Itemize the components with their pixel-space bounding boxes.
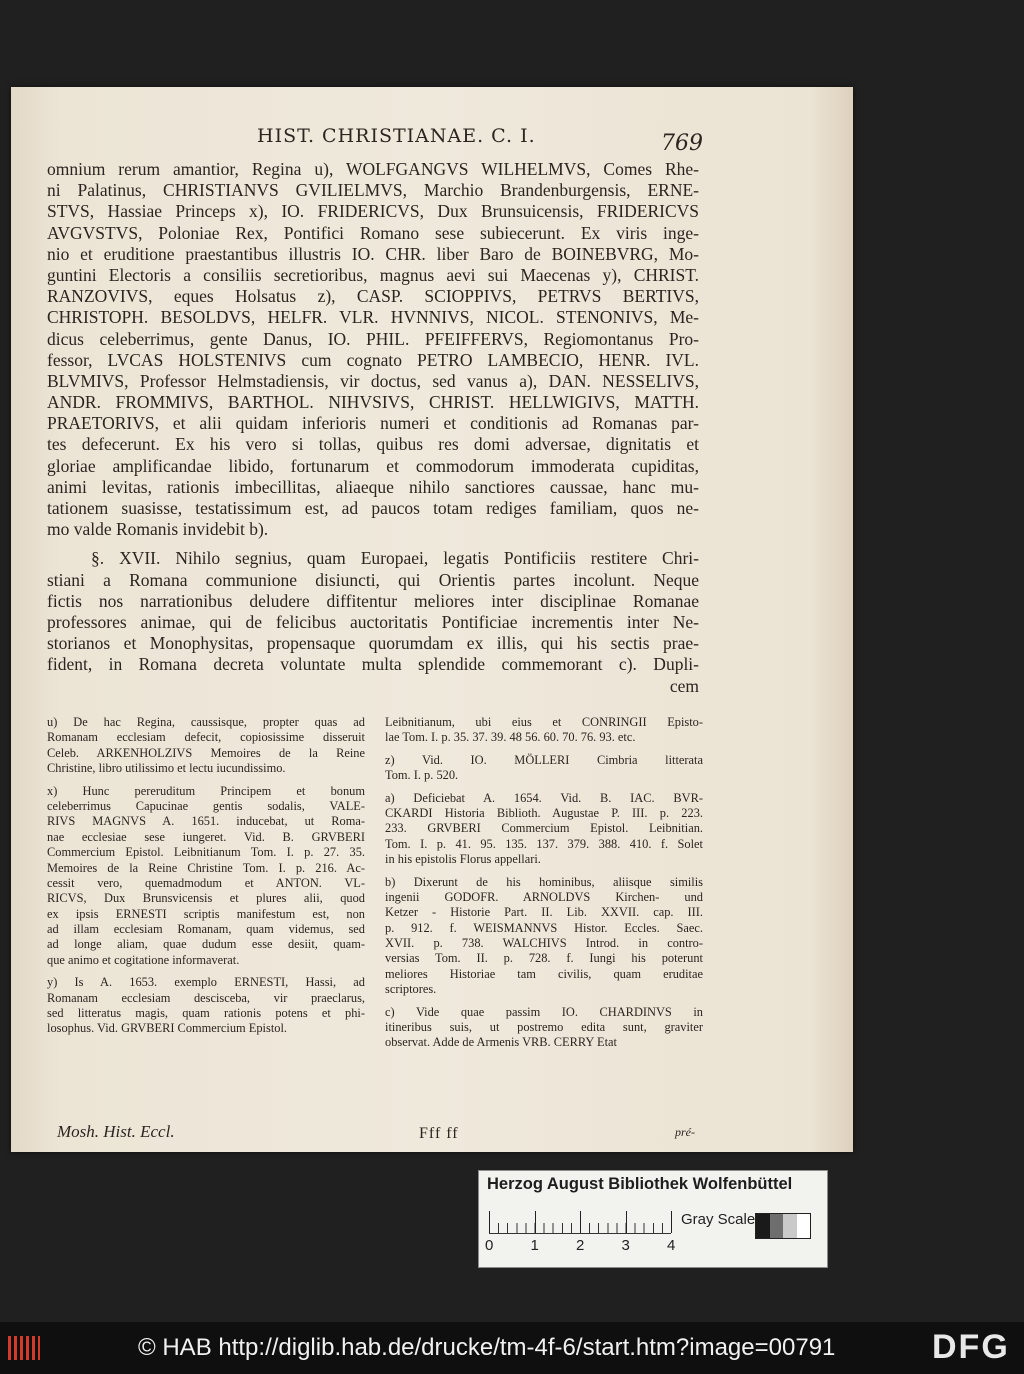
text-line: §. XVII. Nihilo segnius, quam Europaei, legatis Pontificiis restitere Chri-: [91, 548, 699, 569]
footnote-line: b) Dixerunt de his hominibus, aliisque similis: [385, 874, 703, 889]
text-line: CHRISTOPH. BESOLDVS, HELFR. VLR. HVNNIVS, NICOL. STENONIVS, Me-: [47, 307, 699, 328]
footnote-line: RICVS, Dux Brunsvicensis et plures alii, quod: [47, 891, 365, 906]
gray-swatch: [756, 1214, 770, 1238]
book-page: [11, 87, 853, 1152]
footnote-line: Tom. I. p. 41. 95. 135. 137. 379. 388. 410. f. Solet: [385, 836, 703, 851]
footnote-line: que animo et cogitatione informaverat.: [47, 952, 240, 967]
gray-swatch: [797, 1214, 811, 1238]
footnote-line: u) De hac Regina, caussisque, propter quas ad: [47, 715, 365, 729]
footnote-line: celeberrimus Capucinae gentis sodalis, VALE-: [47, 798, 365, 813]
ruler-major-tick: [535, 1211, 536, 1233]
footnote-line: y) Is A. 1653. exemplo ERNESTI, Hassi, ad: [47, 975, 365, 990]
gray-scale-label: Gray Scale: [681, 1211, 756, 1228]
footnote-line: RIVS MAGNVS A. 1651. inducebat, ut Roma-: [47, 814, 365, 829]
catchword: cem: [669, 675, 699, 696]
footnote-line: Leibnitianum, ubi eius et CONRINGII Episto-: [385, 715, 703, 729]
signature-line: Mosh. Hist. Eccl.: [57, 1122, 175, 1141]
section-paragraph: [47, 548, 699, 675]
main-paragraph: [47, 159, 699, 540]
footnote-line: Tom. I. p. 520.: [385, 768, 459, 783]
text-line: fictis nos narrationibus deludere diffitentur meliores inter disciplinae Romanae: [47, 590, 699, 611]
footnote-line: scriptores.: [385, 982, 437, 997]
footnote-line: losophus. Vid. GRVBERI Commercium Epistol.: [47, 1021, 288, 1036]
footnote-line: 233. GRVBERI Commercium Epistol. Leibnitian.: [385, 821, 703, 836]
ruler-number: 2: [576, 1237, 585, 1254]
footnote-line: cessit vero, quemadmodum et ANTON. VL-: [47, 875, 365, 890]
text-line: animi levitas, rationis imbecillitas, aliaeque nihilo sanctiores caussae, hanc mu-: [47, 476, 699, 497]
footnote-line: ad illam ecclesiam Romanam, quam videmus, sed: [47, 922, 365, 937]
text-line: RANZOVIVS, eques Holsatus z), CASP. SCIOPPIVS, PETRVS BERTIVS,: [47, 286, 699, 307]
ruler-major-tick: [580, 1211, 581, 1233]
ruler-number: 4: [667, 1237, 676, 1254]
footnote-line: nae ecclesiae sese iungeret. Vid. B. GRVBERI: [47, 829, 365, 844]
footnote-line: z) Vid. IO. MÖLLERI Cimbria litterata: [385, 752, 703, 767]
gray-scale-swatches: [755, 1213, 811, 1239]
footnote-line: c) Vide quae passim IO. CHARDINVS in: [385, 1004, 703, 1019]
footnote-column-left: [47, 715, 365, 1037]
text-line: professores animae, qui de felicibus auctoritatis Pontificiae incrementis inter Ne-: [47, 611, 699, 632]
footnote-line: CKARDI Historia Biblioth. Augustae P. III. p. 223.: [385, 805, 703, 820]
text-line: PRAETORIVS, et alii quidam inferioris numeri et conditionis ad Romanas par-: [47, 413, 699, 434]
footnote-line: meliores Historiae tam civilis, quam eruditae: [385, 966, 703, 981]
footnote-line: x) Hunc pereruditum Principem et bonum: [47, 783, 365, 798]
gray-swatch: [783, 1214, 797, 1238]
footnote-column-right: [385, 715, 703, 1051]
footnote-line: ingenii GODOFR. ARNOLDVS Kirchen- und: [385, 889, 703, 904]
footnote-line: versias Tom. II. p. 728. f. Iungi his poterunt: [385, 951, 703, 966]
dfg-logo: DFG: [932, 1328, 1010, 1366]
footnote-line: ex ipsis ERNESTI scriptis manifestum est, non: [47, 906, 365, 921]
footnote-line: itineribus suis, ut postremo edita sunt, graviter: [385, 1020, 703, 1035]
text-line: STVS, Hassiae Princeps x), IO. FRIDERICVS, Dux Brunsuicensis, FRIDERICVS: [47, 201, 699, 222]
scale-ruler: [489, 1211, 671, 1234]
footnote-line: in his epistolis Florus appellari.: [385, 852, 541, 867]
footnote-line: Romanam ecclesiam descisceba, vir praeclarus,: [47, 990, 365, 1005]
ruler-number: 1: [530, 1237, 539, 1254]
footnote-line: a) Deficiebat A. 1654. Vid. B. IAC. BVR-: [385, 790, 703, 805]
text-line: dicus celeberrimus, gente Danus, IO. PHIL. PFEIFFERVS, Regiomontanus Pro-: [47, 328, 699, 349]
footnote-line: Celeb. ARKENHOLZIVS Memoires de la Reine: [47, 745, 365, 760]
ruler-number: 0: [485, 1237, 494, 1254]
text-line: fident, in Romana decreta voluntate multa splendide commemorant c). Dupli-: [47, 654, 699, 675]
footnote-line: Memoires de la Reine Christine Tom. I. p. 216. Ac-: [47, 860, 365, 875]
ruler-major-tick: [489, 1211, 490, 1233]
text-line: BLVMIVS, Professor Helmstadiensis, vir doctus, sed vanus a), DAN. NESSELIVS,: [47, 370, 699, 391]
footnote-line: lae Tom. I. p. 35. 37. 39. 48 56. 60. 70. 76. 93. etc.: [385, 730, 636, 745]
text-line: tes defecerunt. Ex his vero si tollas, quibus res domi adversae, dignitatis et: [47, 434, 699, 455]
main-text: [47, 159, 699, 697]
running-head: HIST. CHRISTIANAE. C. I.: [257, 125, 536, 147]
gray-swatch: [770, 1214, 784, 1238]
text-line: mo valde Romanis invidebit b).: [47, 519, 269, 540]
ruler-number: 3: [621, 1237, 630, 1254]
text-line: stiani a Romana communione disiuncti, qui Orientis partes incolunt. Neque: [47, 569, 699, 590]
footnote-line: XVII. p. 738. WALCHIVS Introd. in contro-: [385, 936, 703, 951]
footnote-line: sed litteratus magis, quam rationis potens et phi-: [47, 1006, 365, 1021]
library-color-card: [478, 1170, 828, 1268]
ruler-major-tick: [626, 1211, 627, 1233]
library-name: Herzog August Bibliothek Wolfenbüttel: [487, 1175, 793, 1193]
footnote-catchword: pré-: [675, 1125, 695, 1139]
footer-bar: [0, 1322, 1024, 1374]
footnote-line: Commercium Epistol. Leibnitianum Tom. I. p. 27. 35.: [47, 845, 365, 860]
footnote-line: ad longe aliam, quae dudum esse desiit, quam-: [47, 937, 365, 952]
hab-logo-icon: [6, 1332, 42, 1364]
text-line: fessor, LVCAS HOLSTENIVS cum cognato PETRO LAMBECIO, HENR. IVL.: [47, 349, 699, 370]
text-line: ni Palatinus, CHRISTIANVS GVILIELMVS, Marchio Brandenburgensis, ERNE-: [47, 180, 699, 201]
text-line: AVGVSTVS, Poloniae Rex, Pontifici Romano sese subiecerunt. Ex viris inge-: [47, 222, 699, 243]
text-line: tationem suasisse, testatissimum est, ad paucos totam rediges familiam, quos ne-: [47, 498, 699, 518]
text-line: storianos et Monophysitas, propensaque quorumdam ex illis, qui his sectis prae-: [47, 633, 699, 654]
text-line: ANDR. FROMMIVS, BARTHOL. NIHVSIVS, CHRIST. HELLWIGIVS, MATTH.: [47, 392, 699, 413]
text-line: gloriae amplificandae libido, fortunarum et commodorum immoderata cupiditas,: [47, 455, 699, 476]
footnote-line: Romanam ecclesiam defecit, copiosissime disseruit: [47, 730, 365, 745]
footnote-line: observat. Adde de Armenis VRB. CERRY Etat: [385, 1035, 617, 1050]
footnote-line: p. 912. f. WEISMANNVS Histor. Eccles. Saec.: [385, 920, 703, 935]
page-number: 769: [661, 131, 703, 156]
copyright-link[interactable]: © HAB http://diglib.hab.de/drucke/tm-4f-6/start.htm?image=00791: [138, 1334, 836, 1361]
text-line: nio et eruditione praestantibus illustris IO. CHR. liber Baro de BOINEBVRG, Mo-: [47, 243, 699, 264]
signature-mark: Fff ff: [419, 1125, 459, 1142]
footnote-line: Ketzer - Historie Part. II. Lib. XXVII. cap. III.: [385, 905, 703, 920]
footnote-line: Christine, libro utilissimo et lectu iucundissimo.: [47, 761, 286, 776]
text-line: guntini Electoris a consiliis secretioribus, magnus aevi sui Maecenas y), CHRIST.: [47, 264, 699, 285]
ruler-major-tick: [671, 1211, 672, 1233]
text-line: omnium rerum amantior, Regina u), WOLFGANGVS WILHELMVS, Comes Rhe-: [47, 159, 699, 179]
